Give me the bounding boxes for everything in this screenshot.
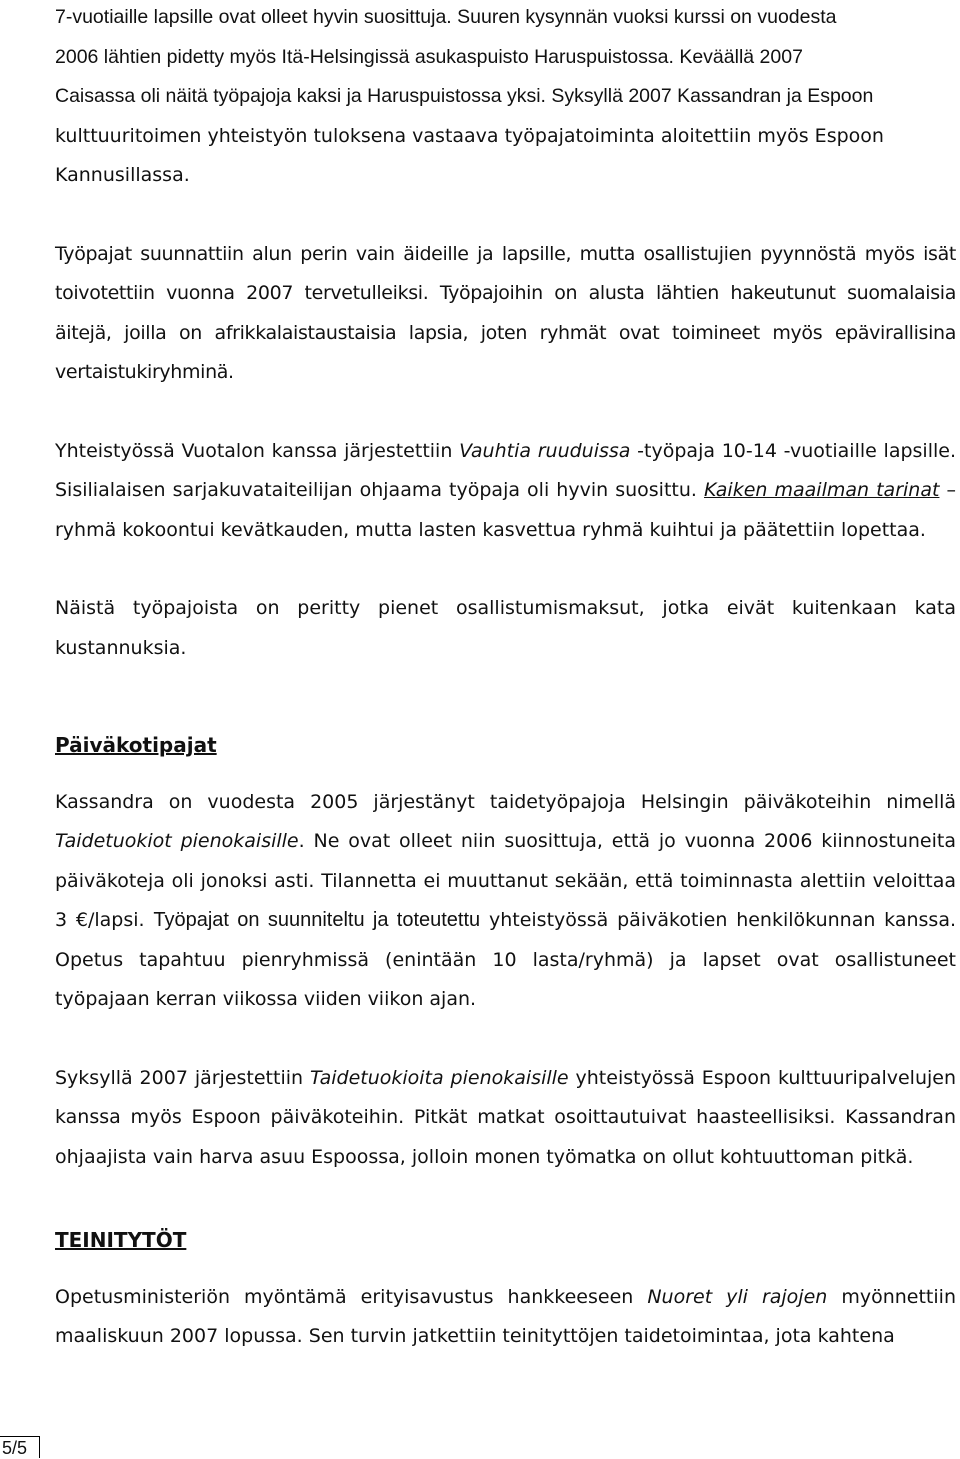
paragraph-vuotalo: Yhteistyössä Vuotalon kanssa järjestettiin Vauhtia ruuduissa -työpaja 10-14 -vuotiaille lapsille. Sisilialaisen sarjakuvataiteilijan ohjaama työpaja oli hyvin suosittu. Kaiken maailman tarinat –ryhmä kokoontui kevätkauden, mutta lasten kasvettua ryhmä kuihtui ja päätettiin lopettaa.	[55, 439, 956, 541]
line-5: Kannusillassa.	[55, 164, 190, 186]
program-title-espoo: Taidetuokioita pienokaisille	[309, 1066, 569, 1089]
document-page	[55, 0, 956, 1357]
line-1: 7-vuotiaille lapsille ovat olleet hyvin suosittuja. Suuren kysynnän vuoksi kurssi on vuodesta	[55, 6, 837, 28]
group-title: Kaiken maailman tarinat	[704, 479, 940, 501]
paragraph-fees: Näistä työpajoista on peritty pienet osallistumismaksut, jotka eivät kuitenkaan kata kustannuksia.	[55, 597, 956, 659]
program-title: Taidetuokiot pienokaisille	[55, 830, 299, 852]
workshop-title: Vauhtia ruuduissa	[459, 439, 631, 462]
paragraph-courses	[55, 0, 956, 196]
line-4: kulttuuritoimen yhteistyön tuloksena vastaava työpajatoiminta aloitettiin myös Espoon	[55, 124, 884, 147]
section-heading-teinitytot: TEINITYTÖT	[55, 1228, 187, 1252]
paragraph-daycare: Kassandra on vuodesta 2005 järjestänyt taidetyöpajoja Helsingin päiväkoteihin nimellä Taidetuokiot pienokaisille. Ne ovat olleet niin suosittuja, että jo vuonna 2006 kiinnostuneita päiväkoteja oli jonoksi asti. Tilannetta ei muuttanut sekään, että toiminnasta alettiin veloittaa 3 €/lapsi. Työpajat on suunniteltu ja toteutettu yhteistyössä päiväkotien henkilökunnan kanssa. Opetus tapahtuu pienryhmissä (enintään 10 lasta/ryhmä) ja lapset ovat osallistuneet työpajaan kerran viikossa viiden viikon ajan.	[55, 790, 957, 1010]
section-heading-paivakotipajat: Päiväkotipajat	[55, 733, 217, 757]
page-number: 5/5	[0, 1436, 40, 1458]
paragraph-fathers: Työpajat suunnattiin alun perin vain äideille ja lapsille, mutta osallistujien pyynnöstä myös isät toivotettiin vuonna 2007 tervetulleiksi. Työpajoihin on alusta lähtien hakeutunut suomalaisia äitejä, joilla on afrikkalaistaustaisia lapsia, joten ryhmät ovat toimineet myös epävirallisina vertaistukiryhminä.	[55, 242, 956, 383]
project-title: Nuoret yli rajojen	[647, 1285, 828, 1308]
line-2: 2006 lähtien pidetty myös Itä-Helsingissä asukaspuisto Haruspuistossa. Keväällä 2007	[55, 45, 803, 68]
paragraph-teen-girls: Opetusministeriön myöntämä erityisavustus hankkeeseen Nuoret yli rajojen myönnettiin maaliskuun 2007 lopussa. Sen turvin jatkettiin teinityttöjen taidetoimintaa, jota kahtena	[55, 1285, 956, 1347]
paragraph-espoo: Syksyllä 2007 järjestettiin Taidetuokioita pienokaisille yhteistyössä Espoon kulttuuripalvelujen kanssa myös Espoon päiväkoteihin. Pitkät matkat osoittautuivat haasteellisiksi. Kassandran ohjaajista vain harva asuu Espoossa, jolloin monen työmatka on ollut kohtuuttoman pitkä.	[55, 1066, 957, 1168]
line-3: Caisassa oli näitä työpajoja kaksi ja Haruspuistossa yksi. Syksyllä 2007 Kassandran ja Espoon	[55, 85, 874, 107]
